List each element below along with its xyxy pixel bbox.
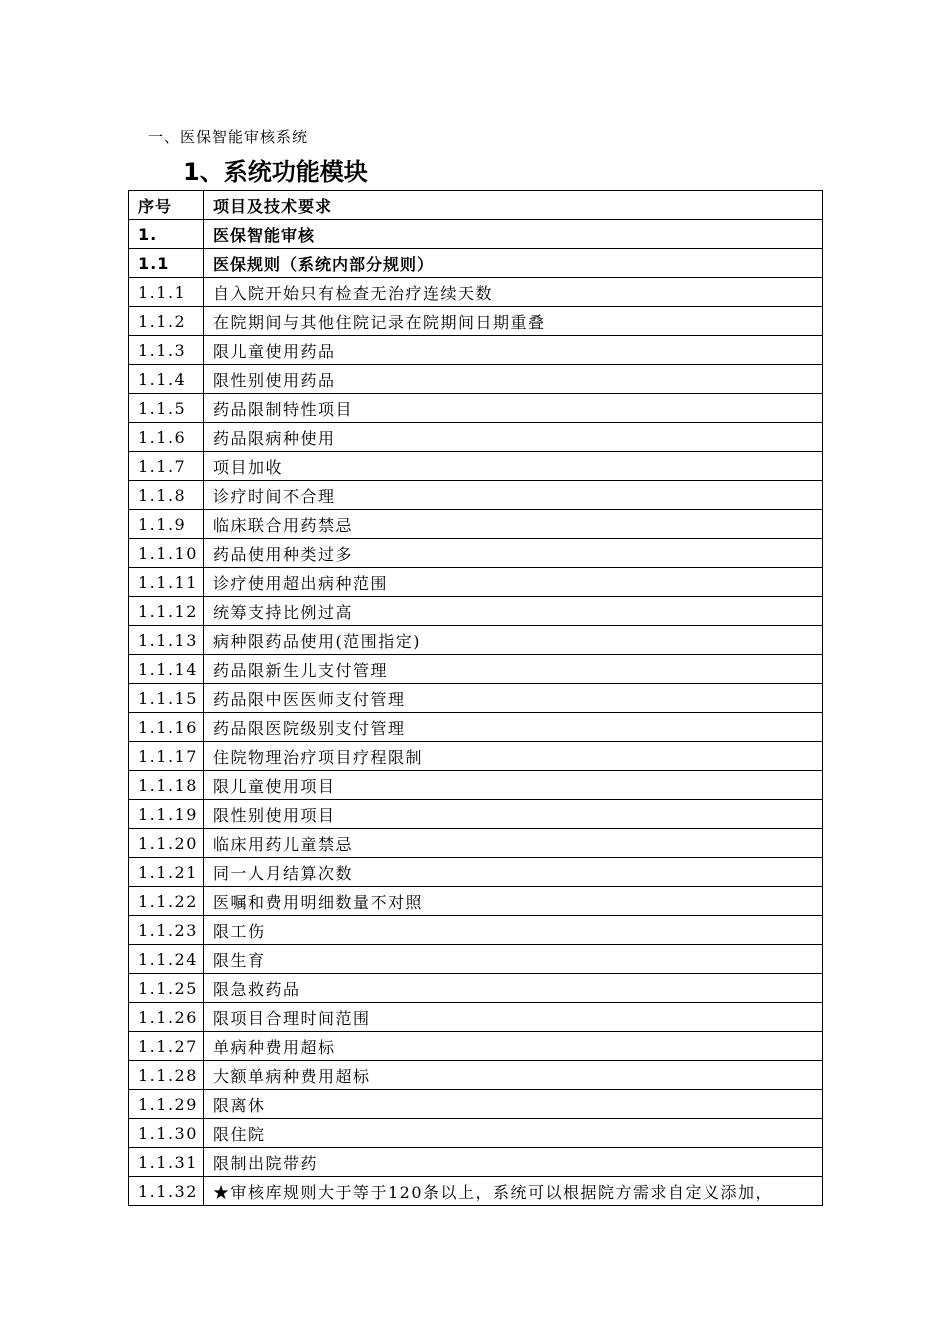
row-index: 1.1.22 (129, 887, 204, 916)
row-index: 1.1.11 (129, 568, 204, 597)
row-item: 药品限中医医师支付管理 (204, 684, 823, 713)
row-index: 1.1.3 (129, 336, 204, 365)
row-item: 药品限医院级别支付管理 (204, 713, 823, 742)
row-item: 临床用药儿童禁忌 (204, 829, 823, 858)
row-item: 临床联合用药禁忌 (204, 510, 823, 539)
row-index: 1.1.26 (129, 1003, 204, 1032)
table-row (129, 336, 823, 365)
table-row (129, 1090, 823, 1119)
row-index: 1.1.7 (129, 452, 204, 481)
row-item: 统筹支持比例过高 (204, 597, 823, 626)
row-index: 1.1.14 (129, 655, 204, 684)
row-index: 1.1.27 (129, 1032, 204, 1061)
row-index: 1.1.23 (129, 916, 204, 945)
row-item: 大额单病种费用超标 (204, 1061, 823, 1090)
function-module-table (128, 190, 823, 1206)
row-index: 1.1.12 (129, 597, 204, 626)
row-item: 诊疗使用超出病种范围 (204, 568, 823, 597)
row-item: 在院期间与其他住院记录在院期间日期重叠 (204, 307, 823, 336)
row-item: 同一人月结算次数 (204, 858, 823, 887)
row-item: 病种限药品使用(范围指定) (204, 626, 823, 655)
row-item: 药品限制特性项目 (204, 394, 823, 423)
table-row (129, 684, 823, 713)
row-index: 1.1.2 (129, 307, 204, 336)
row-item: 限住院 (204, 1119, 823, 1148)
row-index: 1.1.29 (129, 1090, 204, 1119)
row-item: 限制出院带药 (204, 1148, 823, 1177)
table-row (129, 1119, 823, 1148)
section-heading: 一、医保智能审核系统 (148, 128, 309, 146)
table-row (129, 1148, 823, 1177)
table-row (129, 510, 823, 539)
table-row (129, 481, 823, 510)
row-item: 限急救药品 (204, 974, 823, 1003)
row-index: 1.1.32 (129, 1177, 204, 1206)
table-row (129, 887, 823, 916)
row-item: 限工伤 (204, 916, 823, 945)
table-row (129, 597, 823, 626)
row-item: 项目加收 (204, 452, 823, 481)
table-row (129, 1061, 823, 1090)
row-item: 住院物理治疗项目疗程限制 (204, 742, 823, 771)
row-index: 1.1.17 (129, 742, 204, 771)
row-index: 1.1.16 (129, 713, 204, 742)
row-item: 药品限新生儿支付管理 (204, 655, 823, 684)
row-item: 医保智能审核 (204, 220, 823, 249)
table-row (129, 713, 823, 742)
table-row (129, 829, 823, 858)
row-item: 限项目合理时间范围 (204, 1003, 823, 1032)
row-index: 1. (129, 220, 204, 249)
row-index: 1.1.1 (129, 278, 204, 307)
table-row (129, 858, 823, 887)
row-item: 限儿童使用药品 (204, 336, 823, 365)
document-title: 1、系统功能模块 (183, 158, 368, 186)
row-index: 1.1.28 (129, 1061, 204, 1090)
row-index: 1.1.30 (129, 1119, 204, 1148)
row-item: 限离休 (204, 1090, 823, 1119)
row-item: 药品使用种类过多 (204, 539, 823, 568)
table-row (129, 365, 823, 394)
row-index: 1.1.31 (129, 1148, 204, 1177)
table-row (129, 771, 823, 800)
table-row (129, 1032, 823, 1061)
row-index: 1.1 (129, 249, 204, 278)
table-row (129, 394, 823, 423)
table-row (129, 945, 823, 974)
table-row (129, 655, 823, 684)
row-item: 诊疗时间不合理 (204, 481, 823, 510)
table-row (129, 539, 823, 568)
row-item: 限性别使用药品 (204, 365, 823, 394)
table-row (129, 916, 823, 945)
row-index: 1.1.6 (129, 423, 204, 452)
table-row (129, 452, 823, 481)
row-item: 医嘱和费用明细数量不对照 (204, 887, 823, 916)
table-row (129, 742, 823, 771)
table-row (129, 800, 823, 829)
row-item: 单病种费用超标 (204, 1032, 823, 1061)
table-row (129, 974, 823, 1003)
row-index: 1.1.25 (129, 974, 204, 1003)
row-index: 1.1.4 (129, 365, 204, 394)
row-index: 1.1.20 (129, 829, 204, 858)
table-row (129, 568, 823, 597)
header-index: 序号 (129, 191, 204, 220)
table-row (129, 249, 823, 278)
row-item: 限儿童使用项目 (204, 771, 823, 800)
row-index: 1.1.9 (129, 510, 204, 539)
row-index: 1.1.13 (129, 626, 204, 655)
row-item: ★审核库规则大于等于120条以上，系统可以根据院方需求自定义添加， (204, 1177, 823, 1206)
row-index: 1.1.10 (129, 539, 204, 568)
row-index: 1.1.15 (129, 684, 204, 713)
row-item: 医保规则（系统内部分规则） (204, 249, 823, 278)
table-row (129, 423, 823, 452)
table-row (129, 307, 823, 336)
table-row (129, 278, 823, 307)
row-item: 限性别使用项目 (204, 800, 823, 829)
row-index: 1.1.19 (129, 800, 204, 829)
table-header-row (129, 191, 823, 220)
table-row (129, 220, 823, 249)
header-item: 项目及技术要求 (204, 191, 823, 220)
row-item: 药品限病种使用 (204, 423, 823, 452)
row-index: 1.1.21 (129, 858, 204, 887)
row-index: 1.1.24 (129, 945, 204, 974)
row-index: 1.1.5 (129, 394, 204, 423)
table-row (129, 626, 823, 655)
row-index: 1.1.18 (129, 771, 204, 800)
row-item: 自入院开始只有检查无治疗连续天数 (204, 278, 823, 307)
table-row (129, 1003, 823, 1032)
table-row (129, 1177, 823, 1206)
row-index: 1.1.8 (129, 481, 204, 510)
row-item: 限生育 (204, 945, 823, 974)
